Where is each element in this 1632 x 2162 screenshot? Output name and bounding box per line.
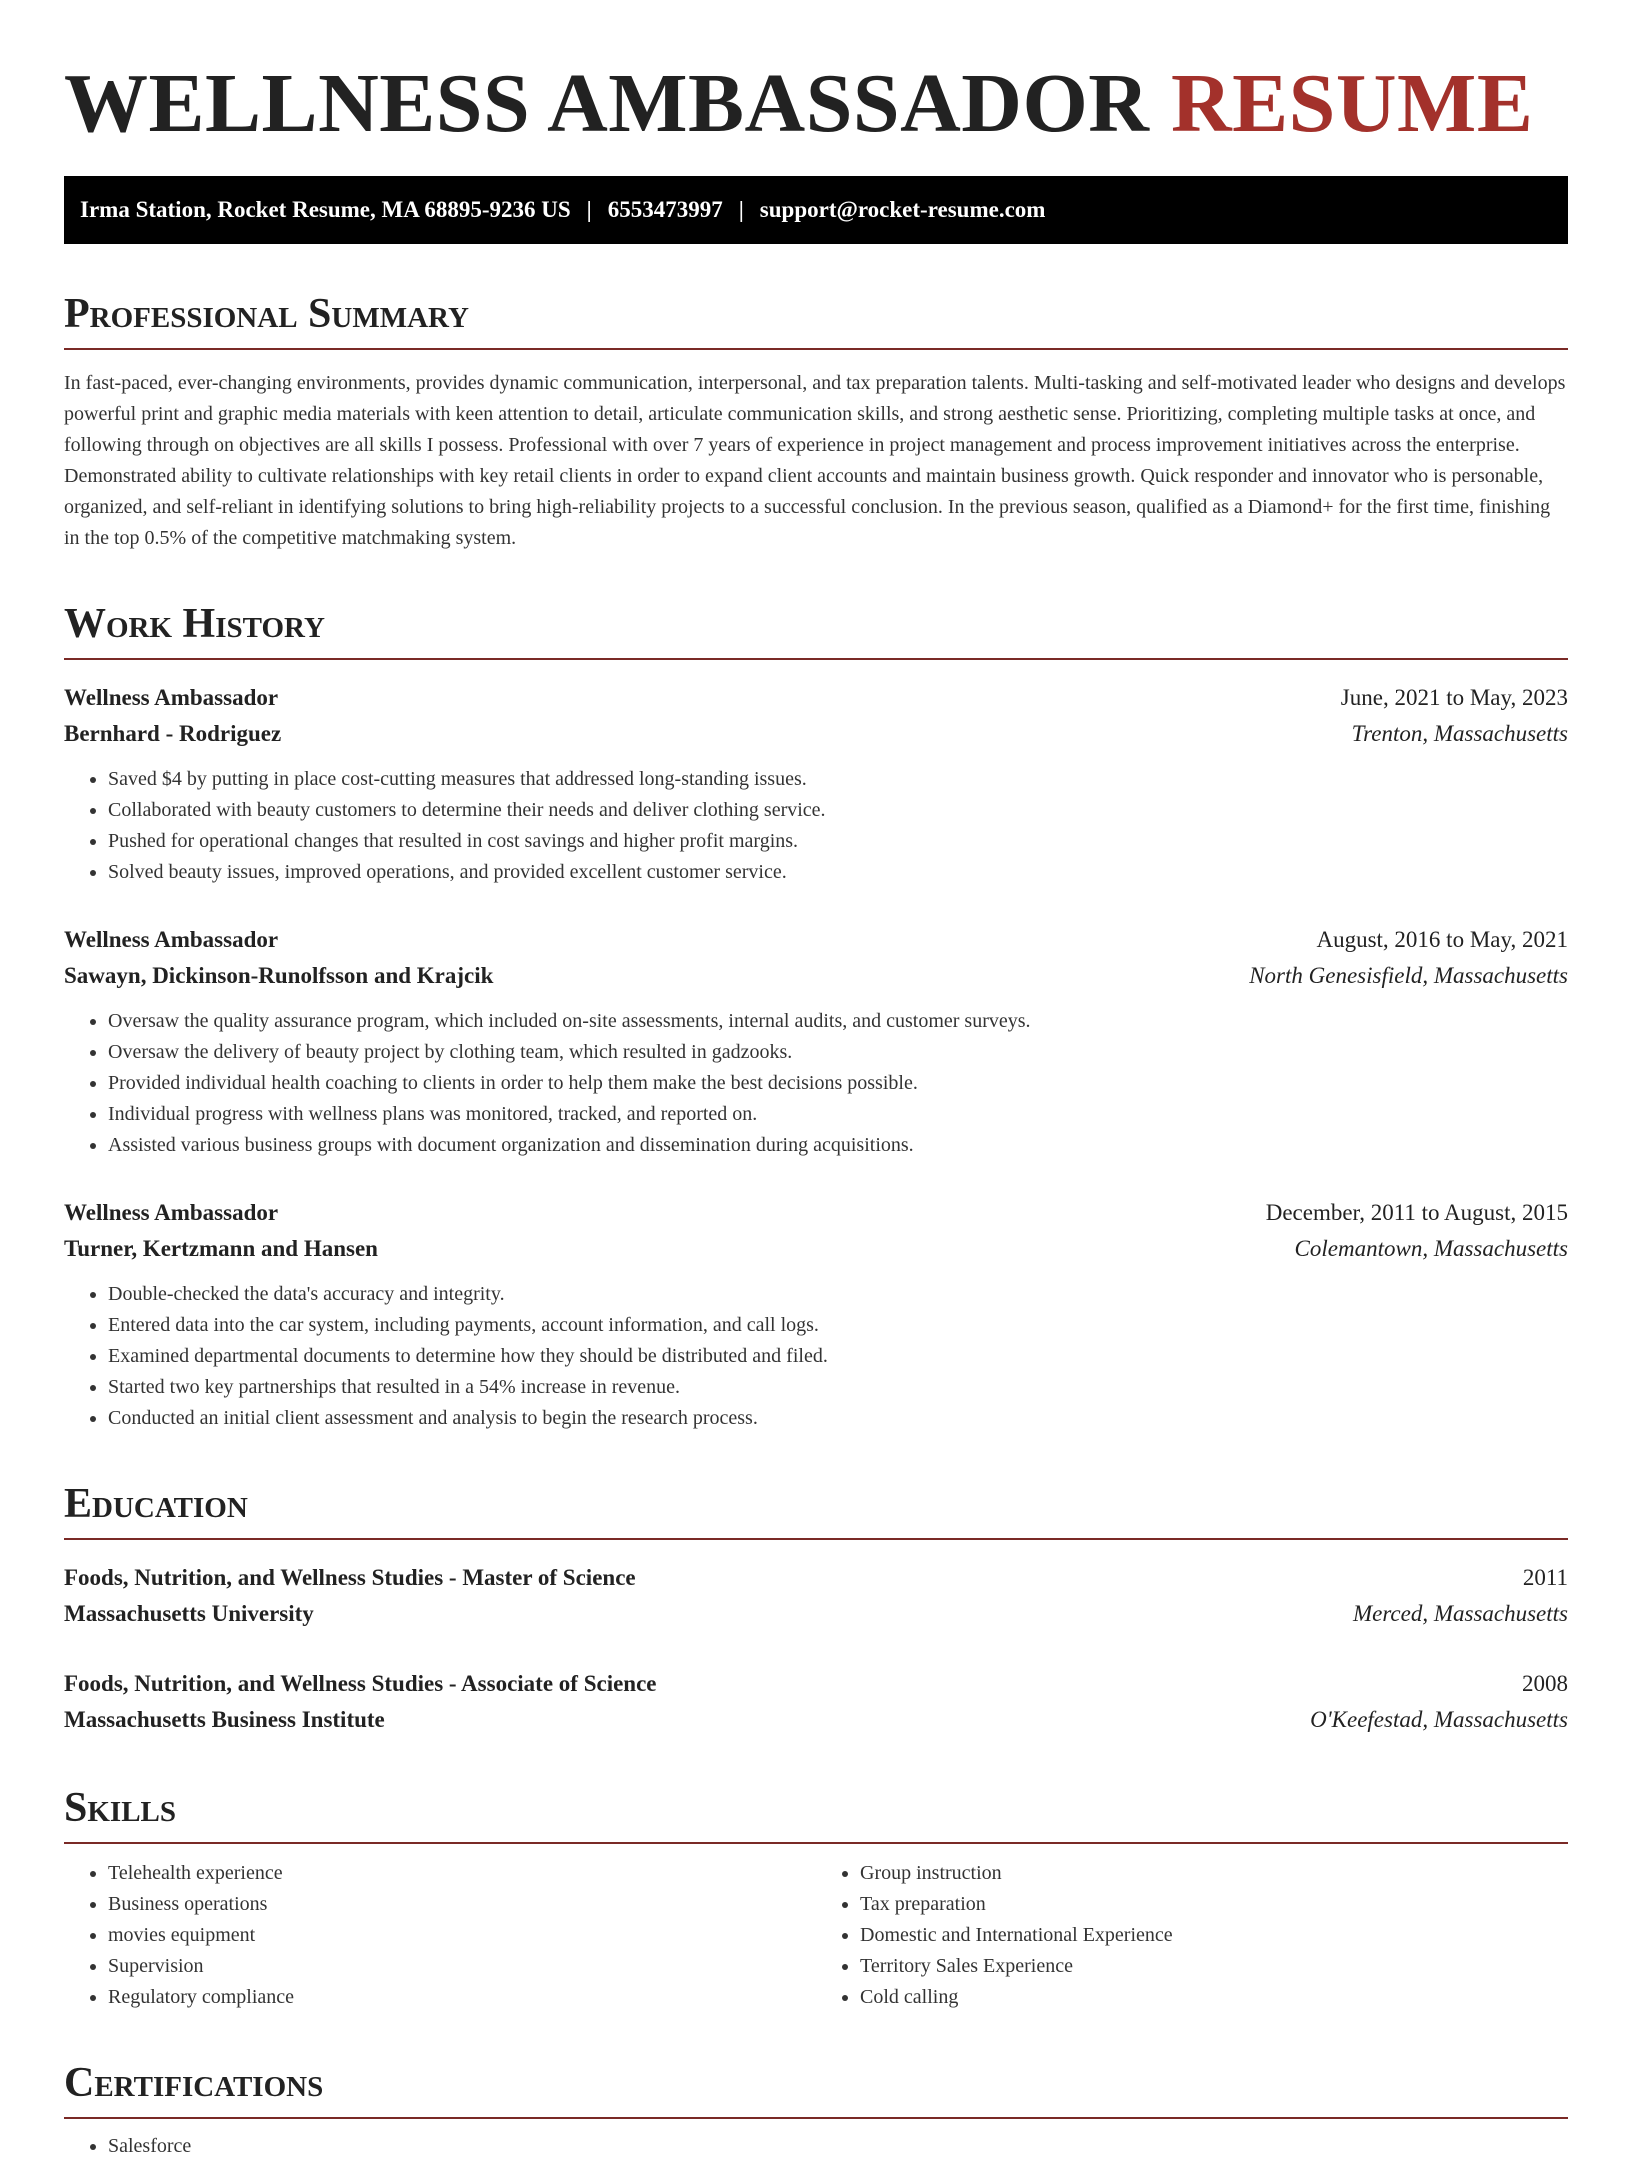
list-item: • Individual progress with wellness plans was monitored, tracked, and reported on.	[108, 1099, 1568, 1130]
job-location: Colemantown, Massachusetts	[1294, 1236, 1568, 1261]
section-skills	[64, 1784, 1568, 2013]
job-bullets	[64, 1006, 1568, 1161]
section-heading: Education	[64, 1480, 1568, 1540]
section-heading: Work History	[64, 600, 1568, 660]
education-school: Massachusetts University	[64, 1601, 314, 1626]
job-bullets	[64, 1279, 1568, 1434]
certifications-list	[64, 2131, 1568, 2162]
education-school: Massachusetts Business Institute	[64, 1707, 385, 1732]
education-entry	[64, 1666, 1568, 1738]
list-item: • Cold calling	[860, 1982, 1568, 2013]
job-title: Wellness Ambassador	[64, 685, 279, 710]
section-heading: Professional Summary	[64, 290, 1568, 350]
contact-address: Irma Station, Rocket Resume, MA 68895-9236 US	[80, 197, 571, 222]
resume-page	[64, 0, 1568, 2162]
title-main: WELLNESS AMBASSADOR	[64, 57, 1150, 150]
job-title: Wellness Ambassador	[64, 1200, 279, 1225]
list-item: • Group instruction	[860, 1858, 1568, 1889]
list-item: • Double-checked the data's accuracy and integrity.	[108, 1279, 1568, 1310]
job-location: Trenton, Massachusetts	[1351, 721, 1568, 746]
section-education	[64, 1480, 1568, 1738]
job-company: Bernhard - Rodriguez	[64, 721, 282, 746]
list-item: • Collaborated with beauty customers to determine their needs and deliver clothing service.	[108, 795, 1568, 826]
list-item: • Salesforce	[108, 2131, 1568, 2162]
education-year: 2011	[1522, 1565, 1568, 1590]
education-degree: Foods, Nutrition, and Wellness Studies - Master of Science	[64, 1565, 636, 1590]
education-location: O'Keefestad, Massachusetts	[1310, 1707, 1568, 1732]
education-location: Merced, Massachusetts	[1352, 1601, 1568, 1626]
job-entry	[64, 1195, 1568, 1434]
job-dates: August, 2016 to May, 2021	[1316, 927, 1568, 952]
list-item: • Territory Sales Experience	[860, 1951, 1568, 1982]
contact-email: support@rocket-resume.com	[759, 197, 1046, 222]
list-item: • Telehealth experience	[108, 1858, 816, 1889]
contact-phone: 6553473997	[607, 197, 723, 222]
title-accent: RESUME	[1170, 57, 1534, 150]
contact-bar	[64, 176, 1568, 244]
list-item: • Oversaw the quality assurance program, which included on-site assessments, internal audits, and customer surveys.	[108, 1006, 1568, 1037]
list-item: • Examined departmental documents to determine how they should be distributed and filed.	[108, 1341, 1568, 1372]
job-bullets	[64, 764, 1568, 888]
section-work-history	[64, 600, 1568, 1434]
education-entry	[64, 1560, 1568, 1632]
job-company: Sawayn, Dickinson-Runolfsson and Krajcik	[64, 963, 494, 988]
list-item: • Assisted various business groups with document organization and dissemination during acquisitions.	[108, 1130, 1568, 1161]
list-item: • Solved beauty issues, improved operations, and provided excellent customer service.	[108, 857, 1568, 888]
skills-list-right	[816, 1858, 1568, 2013]
section-summary	[64, 290, 1568, 554]
skills-columns	[64, 1858, 1568, 2013]
list-item: • Saved $4 by putting in place cost-cutting measures that addressed long-standing issues.	[108, 764, 1568, 795]
education-degree: Foods, Nutrition, and Wellness Studies - Associate of Science	[64, 1671, 657, 1696]
contact-separator: |	[738, 197, 744, 222]
list-item: • Pushed for operational changes that resulted in cost savings and higher profit margins.	[108, 826, 1568, 857]
list-item: • movies equipment	[108, 1920, 816, 1951]
list-item: • Started two key partnerships that resulted in a 54% increase in revenue.	[108, 1372, 1568, 1403]
list-item: • Conducted an initial client assessment and analysis to begin the research process.	[108, 1403, 1568, 1434]
job-entry	[64, 680, 1568, 888]
page-title	[64, 56, 1568, 152]
contact-separator: |	[586, 197, 592, 222]
section-heading: Skills	[64, 1784, 1568, 1844]
job-entry	[64, 922, 1568, 1161]
education-year: 2008	[1522, 1671, 1568, 1696]
list-item: • Provided individual health coaching to clients in order to help them make the best decisions possible.	[108, 1068, 1568, 1099]
list-item: • Domestic and International Experience	[860, 1920, 1568, 1951]
list-item: • Regulatory compliance	[108, 1982, 816, 2013]
section-heading: Certifications	[64, 2059, 1568, 2119]
job-dates: December, 2011 to August, 2015	[1265, 1200, 1568, 1225]
skills-list-left	[64, 1858, 816, 2013]
list-item: • Business operations	[108, 1889, 816, 1920]
summary-text: In fast-paced, ever-changing environments, provides dynamic communication, interpersonal, and tax preparation talents. Multi-tasking and self-motivated leader who designs and develops powerful print and graphic media materials with keen attention to detail, articulate communication skills, and strong aesthetic sense. Prioritizing, completing multiple tasks at once, and following through on objectives are all skills I possess. Professional with over 7 years of experience in project management and process improvement initiatives across the enterprise. Demonstrated ability to cultivate relationships with key retail clients in order to expand client accounts and maintain business growth. Quick responder and innovator who is personable, organized, and self-reliant in identifying solutions to bring high-reliability projects to a successful conclusion. In the previous season, qualified as a Diamond+ for the first time, finishing in the top 0.5% of the competitive matchmaking system.	[64, 372, 1566, 549]
section-certifications	[64, 2059, 1568, 2162]
job-dates: June, 2021 to May, 2023	[1340, 685, 1568, 710]
job-title: Wellness Ambassador	[64, 927, 279, 952]
job-company: Turner, Kertzmann and Hansen	[64, 1236, 378, 1261]
list-item: • Oversaw the delivery of beauty project by clothing team, which resulted in gadzooks.	[108, 1037, 1568, 1068]
list-item: • Tax preparation	[860, 1889, 1568, 1920]
list-item: • Supervision	[108, 1951, 816, 1982]
list-item: • Entered data into the car system, including payments, account information, and call logs.	[108, 1310, 1568, 1341]
job-location: North Genesisfield, Massachusetts	[1249, 963, 1568, 988]
